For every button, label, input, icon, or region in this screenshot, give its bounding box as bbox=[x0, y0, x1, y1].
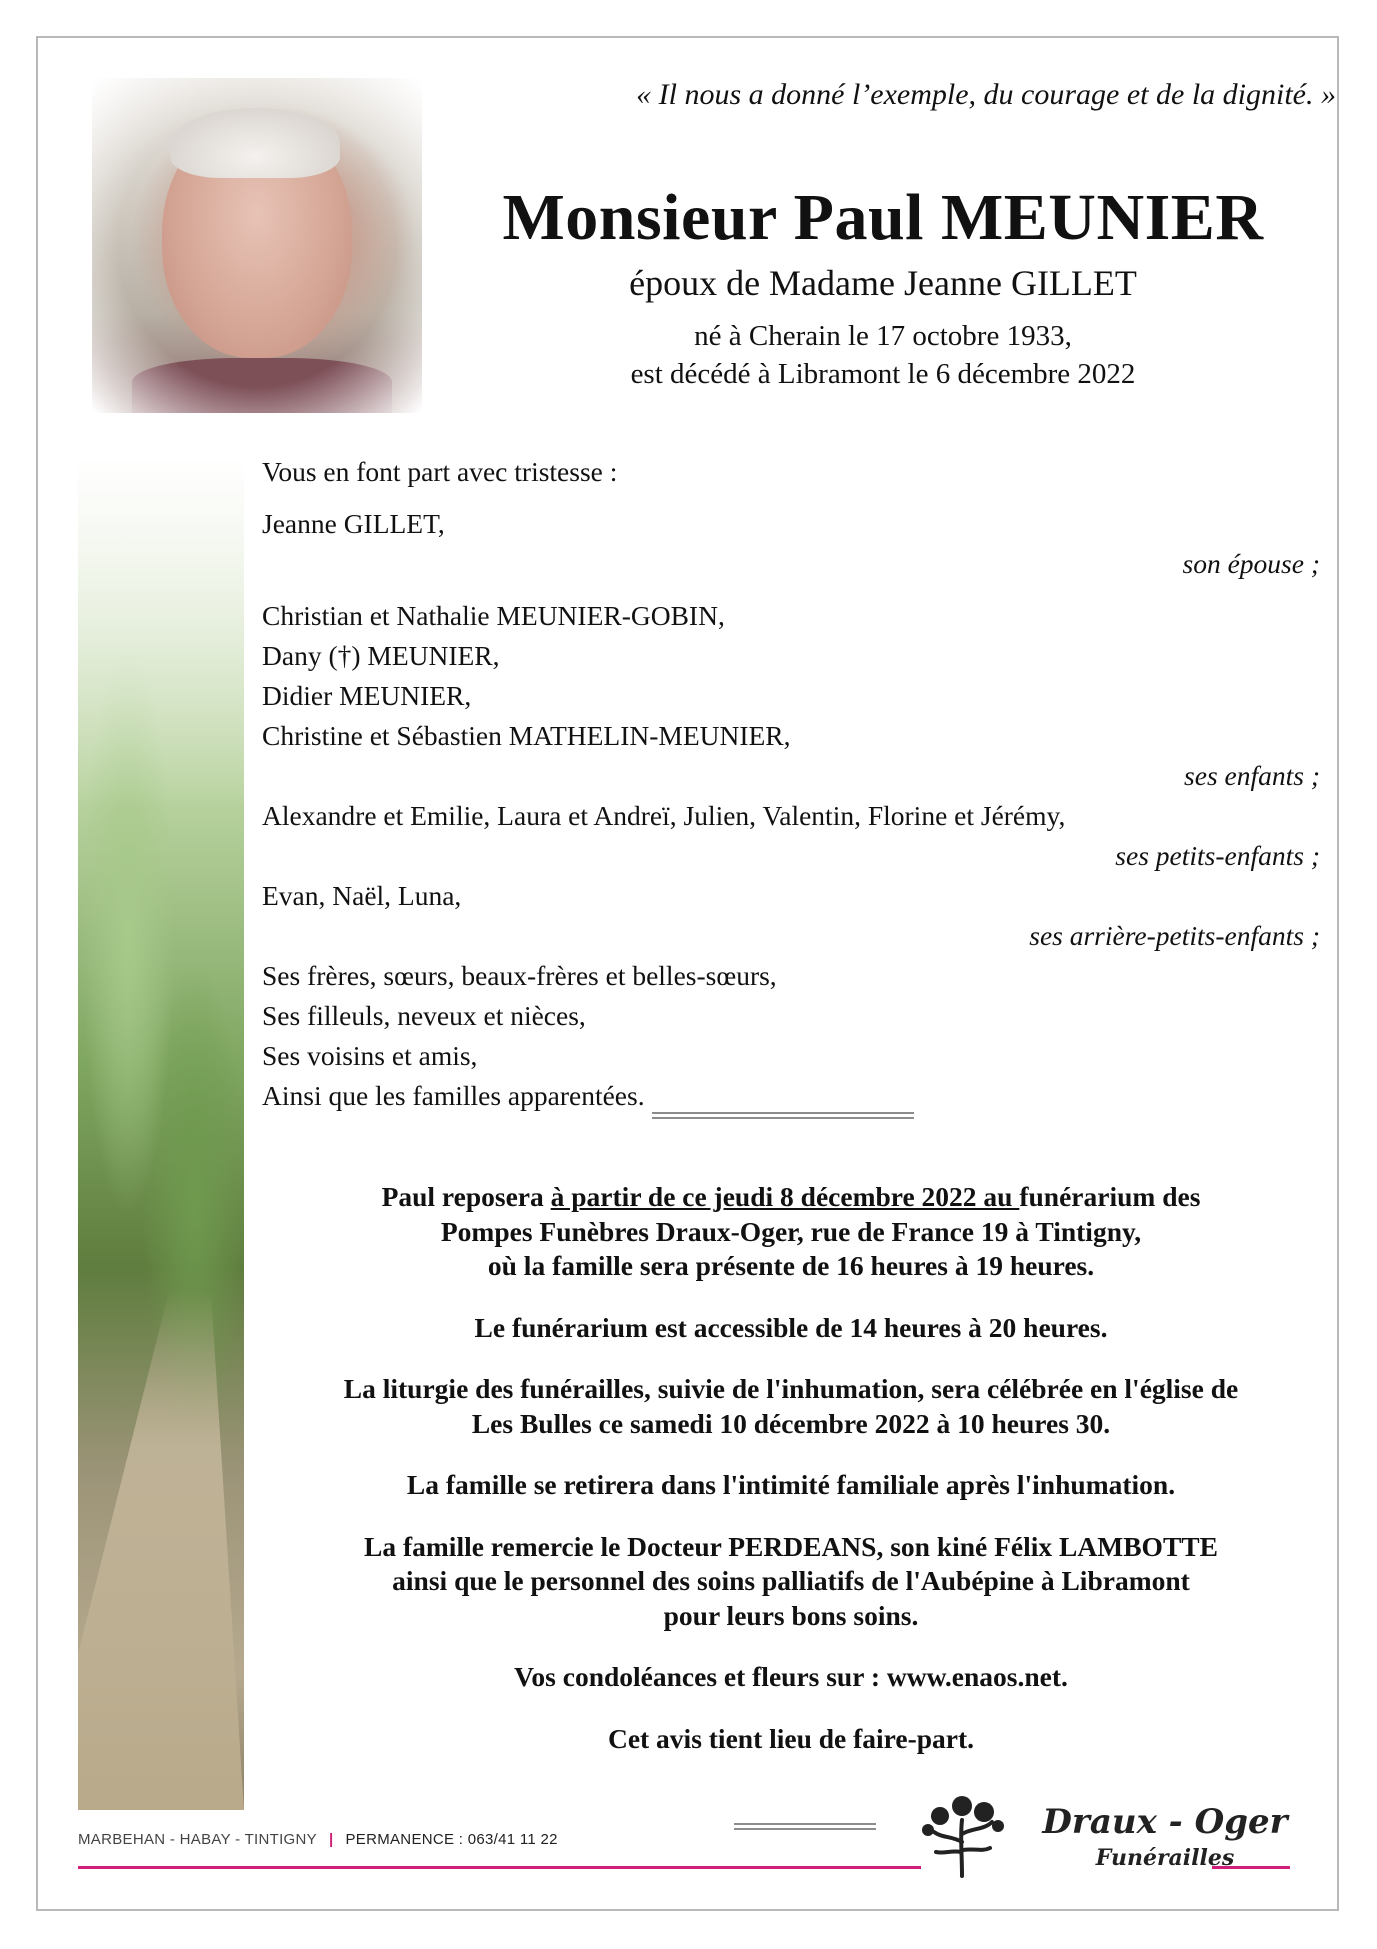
spouse-line: époux de Madame Jeanne GILLET bbox=[629, 263, 1137, 303]
family-intro: Vous en font part avec tristesse : bbox=[262, 456, 618, 487]
family-child: Christine et Sébastien MATHELIN-MEUNIER, bbox=[262, 720, 791, 751]
forest-path-image bbox=[78, 455, 244, 1810]
footer-locations: MARBEHAN - HABAY - TINTIGNY bbox=[78, 1831, 317, 1848]
family-other: Ses filleuls, neveux et nièces, bbox=[262, 1000, 586, 1031]
forest-path bbox=[78, 1290, 244, 1810]
funeral-info bbox=[262, 1180, 1320, 1783]
rest-dates-underlined: à partir de ce jeudi 8 décembre 2022 au bbox=[550, 1181, 1020, 1212]
role-grandchildren: ses petits-enfants ; bbox=[1115, 840, 1320, 871]
epigraph-quote: « Il nous a donné l’exemple, du courage et de la dignité. » bbox=[636, 78, 1336, 111]
notice-paragraph: Cet avis tient lieu de faire-part. bbox=[607, 1722, 975, 1754]
footer-permanence: PERMANENCE : 063/41 11 22 bbox=[345, 1831, 558, 1848]
birth-line: né à Cherain le 17 octobre 1933, bbox=[694, 320, 1072, 352]
portrait-photo bbox=[92, 78, 422, 413]
rest-paragraph: Paul reposera à partir de ce jeudi 8 décembre 2022 au funérarium des Pompes Funèbres Draux-Oger, rue de France 19 à Tintigny, où la famille sera présente de 16 heures à 19 heures. bbox=[381, 1181, 1201, 1281]
portrait-shirt bbox=[132, 358, 392, 418]
tree-logo-icon bbox=[912, 1792, 1012, 1878]
death-line: est décédé à Libramont le 6 décembre 2022 bbox=[630, 358, 1136, 390]
footer-separator: | bbox=[328, 1831, 334, 1848]
retire-paragraph: La famille se retirera dans l'intimité familiale après l'inhumation. bbox=[406, 1469, 1176, 1500]
condolences-paragraph: Vos condoléances et fleurs sur : www.enaos.net. bbox=[514, 1661, 1068, 1692]
footer-accent-line-left bbox=[78, 1866, 921, 1869]
footer-contact bbox=[78, 1831, 558, 1848]
liturgy-paragraph: La liturgie des funérailles, suivie de l'inhumation, sera célébrée en l'église de Les Bulles ce samedi 10 décembre 2022 à 10 heures 30. bbox=[343, 1373, 1239, 1439]
brand-name: Draux - Oger bbox=[1042, 1802, 1288, 1842]
family-other: Ses voisins et amis, bbox=[262, 1040, 478, 1071]
family-great-grandchildren: Evan, Naël, Luna, bbox=[262, 880, 462, 911]
family-list bbox=[262, 452, 1320, 1116]
role-spouse: son épouse ; bbox=[1182, 548, 1320, 579]
family-child: Dany (†) MEUNIER, bbox=[262, 640, 500, 671]
family-spouse: Jeanne GILLET, bbox=[262, 508, 445, 539]
brand-subtitle: Funérailles bbox=[1095, 1845, 1235, 1871]
family-other: Ses frères, sœurs, beaux-frères et belles-sœurs, bbox=[262, 960, 777, 991]
footer-divider bbox=[734, 1823, 876, 1830]
family-grandchildren: Alexandre et Emilie, Laura et Andreï, Julien, Valentin, Florine et Jérémy, bbox=[262, 800, 1066, 831]
role-great-grandchildren: ses arrière-petits-enfants ; bbox=[1029, 920, 1320, 951]
role-children: ses enfants ; bbox=[1184, 760, 1320, 791]
thanks-paragraph: La famille remercie le Docteur PERDEANS, son kiné Félix LAMBOTTE ainsi que le personnel des soins palliatifs de l'Aubépine à Libramont pour leurs bons soins. bbox=[364, 1530, 1218, 1631]
family-other: Ainsi que les familles apparentées. bbox=[262, 1080, 645, 1111]
family-child: Didier MEUNIER, bbox=[262, 680, 472, 711]
access-paragraph: Le funérarium est accessible de 14 heures à 20 heures. bbox=[474, 1311, 1108, 1343]
deceased-name: Monsieur Paul MEUNIER bbox=[502, 181, 1264, 254]
section-divider bbox=[652, 1112, 914, 1119]
portrait-hair bbox=[170, 108, 340, 178]
brand-logo bbox=[1040, 1802, 1290, 1872]
family-child: Christian et Nathalie MEUNIER-GOBIN, bbox=[262, 600, 725, 631]
